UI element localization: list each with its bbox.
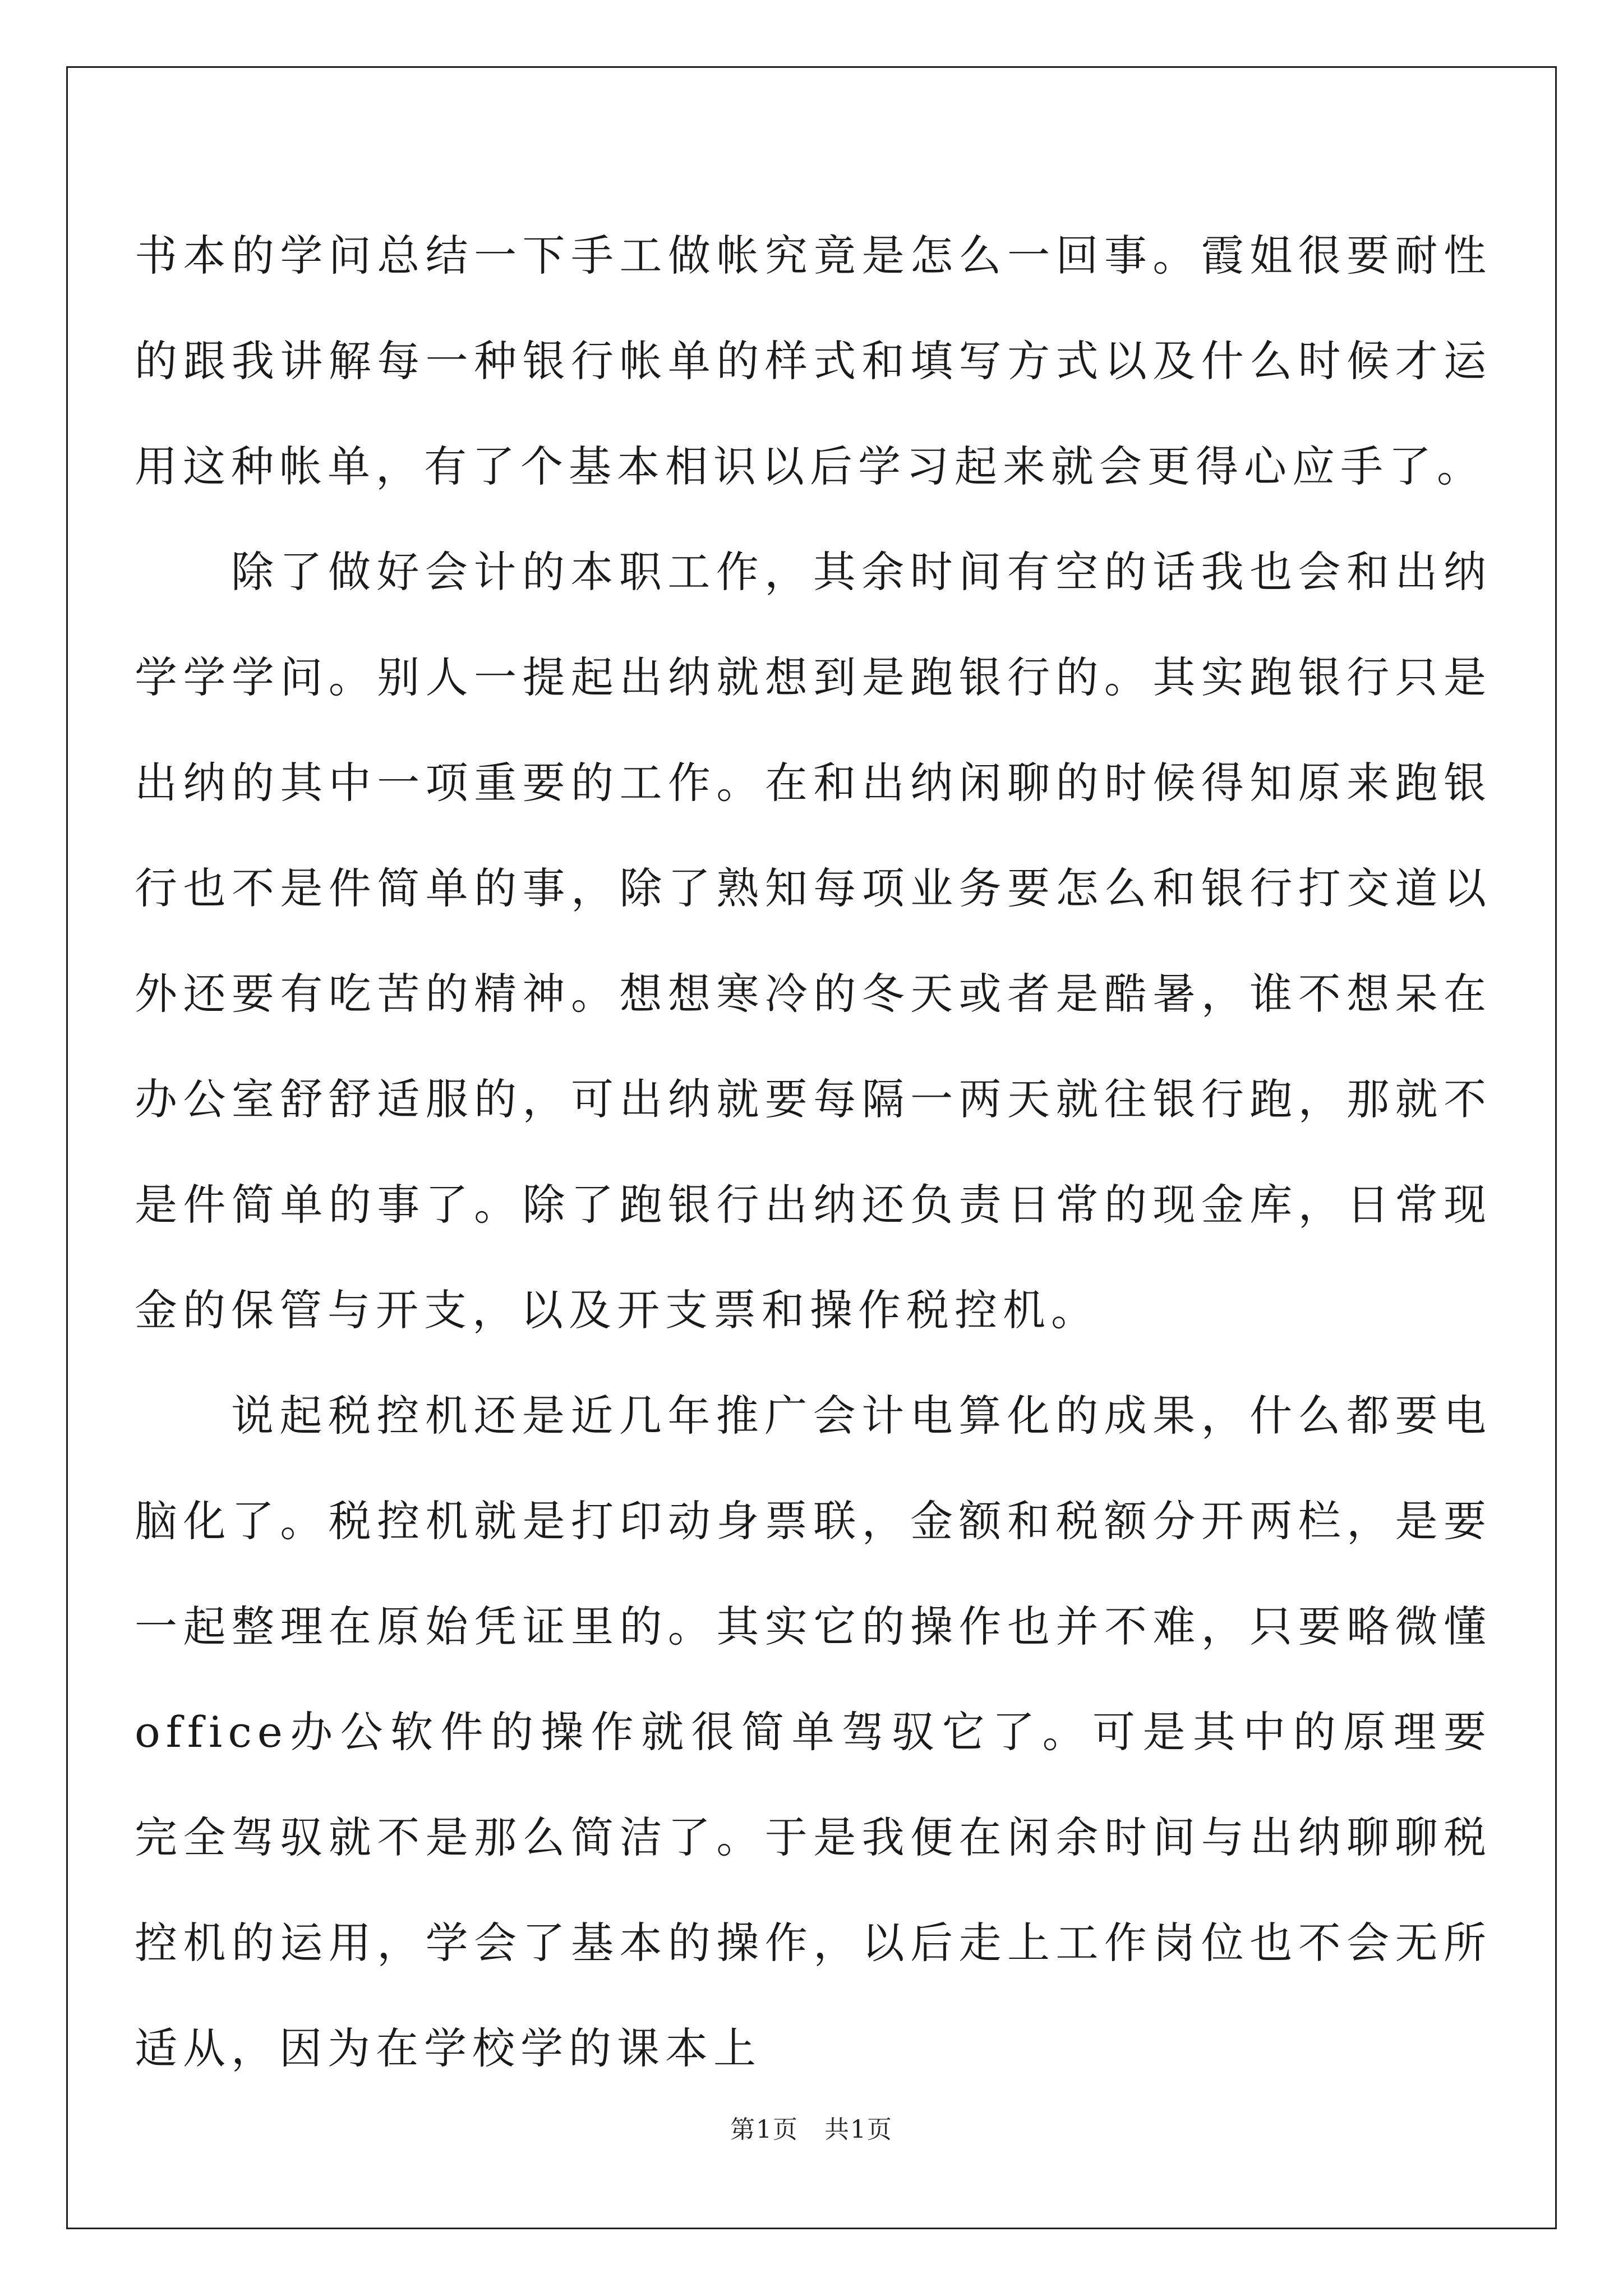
paragraph-1: 书本的学问总结一下手工做帐究竟是怎么一回事。霞姐很要耐性的跟我讲解每一种银行帐单的样式和填写方式以及什么时候才运用这种帐单，有了个基本相识以后学习起来就会更得心应手了。 [135,231,1492,491]
page-number-footer: 第1页 共1页 [730,2115,893,2144]
document-body [135,203,1492,2101]
paragraph-2: 除了做好会计的本职工作，其余时间有空的话我也会和出纳学学学问。别人一提起出纳就想到是跑银行的。其实跑银行只是出纳的其中一项重要的工作。在和出纳闲聊的时候得知原来跑银行也不是件简单的事，除了熟知每项业务要怎么和银行打交道以外还要有吃苦的精神。想想寒冷的冬天或者是酷暑，谁不想呆在办公室舒舒适服的，可出纳就要每隔一两天就往银行跑，那就不是件简单的事了。除了跑银行出纳还负责日常的现金库，日常现金的保管与开支，以及开支票和操作税控机。 [135,547,1492,1335]
paragraph-3: 说起税控机还是近几年推广会计电算化的成果，什么都要电脑化了。税控机就是打印动身票联，金额和税额分开两栏，是要一起整理在原始凭证里的。其实它的操作也并不难，只要略微懂office办公软件的操作就很简单驾驭它了。可是其中的原理要完全驾驭就不是那么简洁了。于是我便在闲余时间与出纳聊聊税控机的运用，学会了基本的操作，以后走上工作岗位也不会无所适从，因为在学校学的课本上 [135,1391,1492,2073]
